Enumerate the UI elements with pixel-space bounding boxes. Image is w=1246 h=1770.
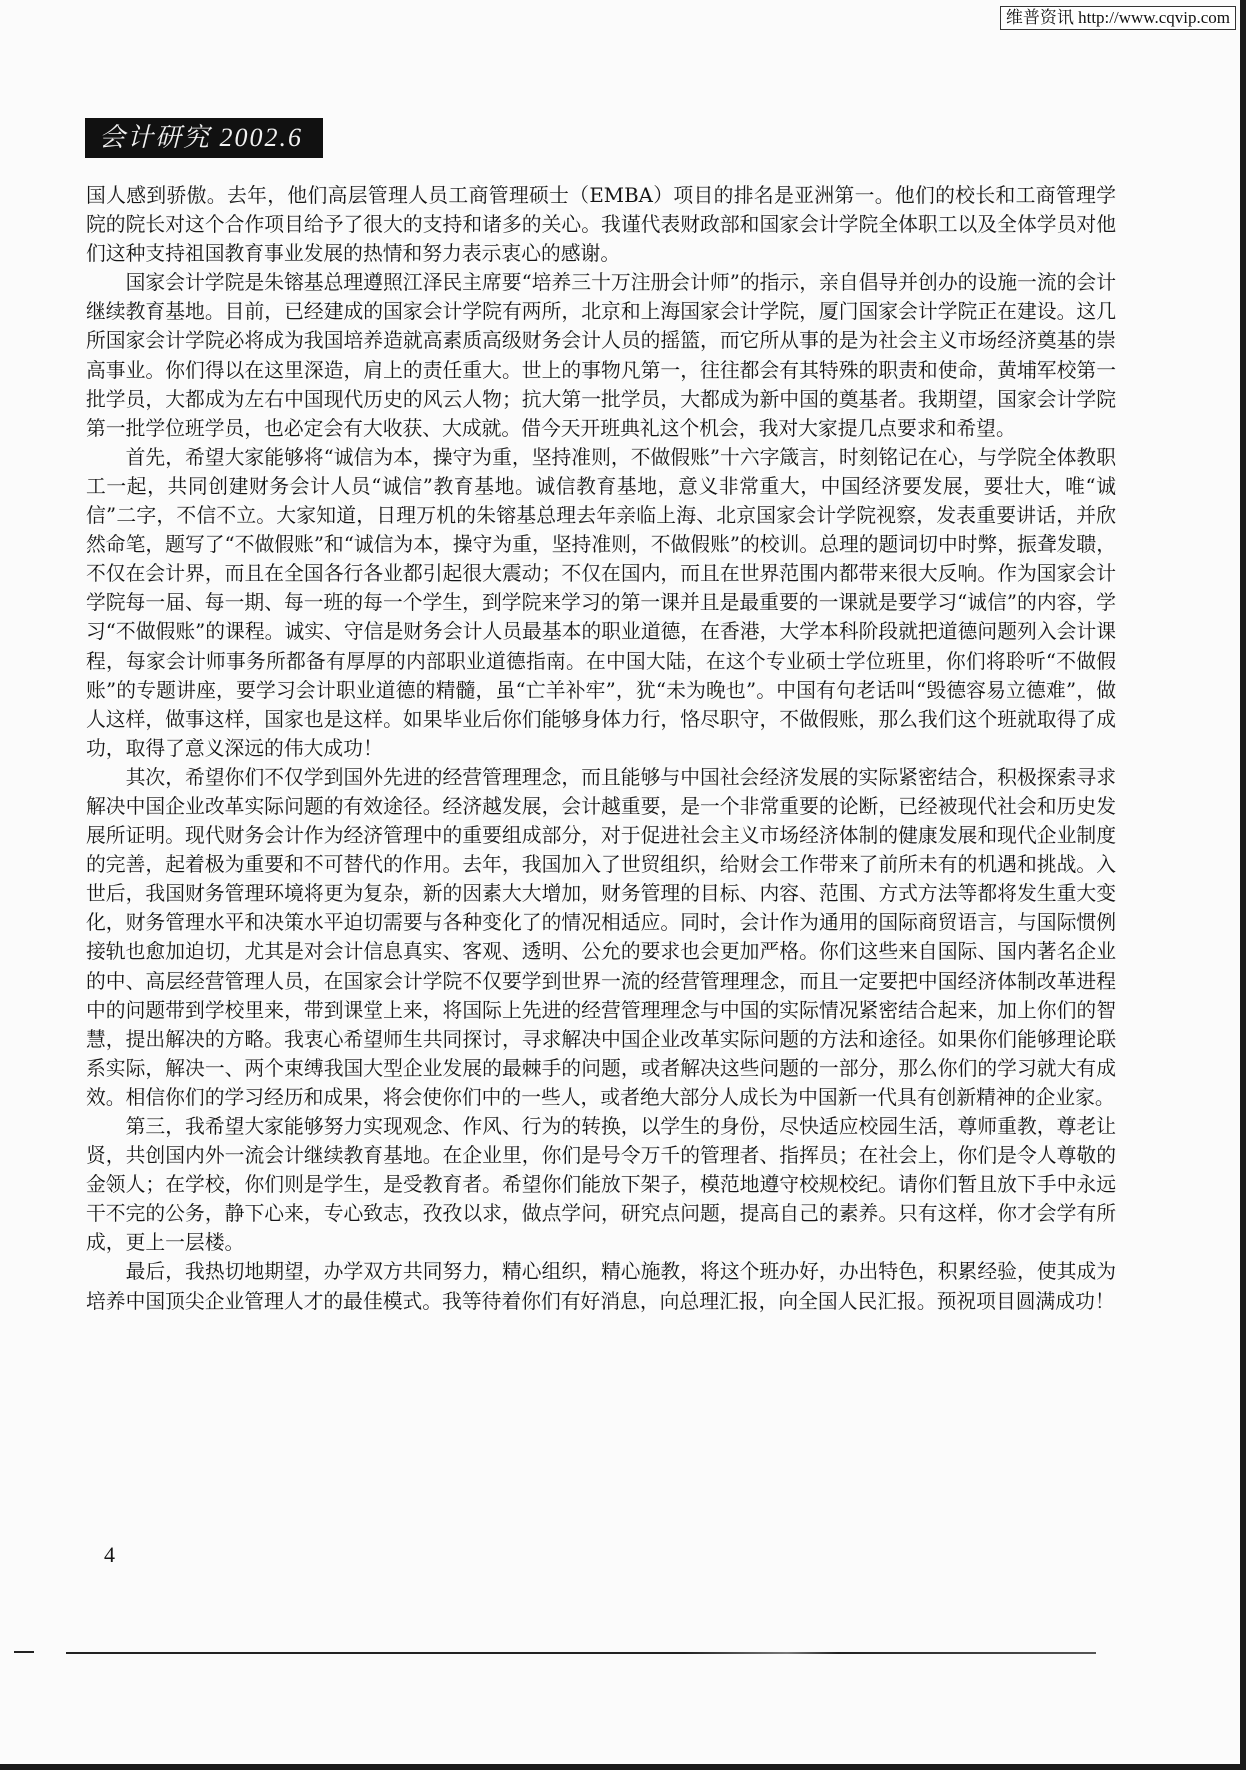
paragraph: 第三，我希望大家能够努力实现观念、作风、行为的转换，以学生的身份，尽快适应校园生活，尊师重教，尊老让贤，共创国内外一流会计继续教育基地。在企业里，你们是号令万千的管理者、指挥员；在社会上，你们是令人尊敬的金领人；在学校，你们则是学生，是受教育者。希望你们能放下架子，模范地遵守校规校纪。请你们暂且放下手中永远干不完的公务，静下心来，专心致志，孜孜以求，做点学问，研究点问题，提高自己的素养。只有这样，你才会学有所成，更上一层楼。: [86, 1115, 1116, 1255]
paragraph: 国人感到骄傲。去年，他们高层管理人员工商管理硕士（EMBA）项目的排名是亚洲第一。他们的校长和工商管理学院的院长对这个合作项目给予了很大的支持和诸多的关心。我谨代表财政部和国家会计学院全体职工以及全体学员对他们这种支持祖国教育事业发展的热情和努力表示衷心的感谢。: [86, 184, 1116, 266]
scan-border-bottom: [0, 1764, 1246, 1770]
scan-border-right: [1240, 0, 1246, 1770]
paragraph: 首先，希望大家能够将“诚信为本，操守为重，坚持准则，不做假账”十六字箴言，时刻铭记在心，与学院全体教职工一起，共同创建财务会计人员“诚信”教育基地。诚信教育基地，意义非常重大，中国经济要发展，要壮大，唯“诚信”二字，不信不立。大家知道，日理万机的朱镕基总理去年亲临上海、北京国家会计学院视察，发表重要讲话，并欣然命笔，题写了“不做假账”和“诚信为本，操守为重，坚持准则，不做假账”的校训。总理的题词切中时弊，振聋发聩，不仅在会计界，而且在全国各行各业都引起很大震动；不仅在国内，而且在世界范围内都带来很大反响。作为国家会计学院每一届、每一期、每一班的每一个学生，到学院来学习的第一课并且是最重要的一课就是要学习“诚信”的内容，学习“不做假账”的课程。诚实、守信是财务会计人员最基本的职业道德，在香港，大学本科阶段就把道德问题列入会计课程，每家会计师事务所都备有厚厚的内部职业道德指南。在中国大陆，在这个专业硕士学位班里，你们将聆听“不做假账”的专题讲座，要学习会计职业道德的精髓，虽“亡羊补牢”，犹“未为晚也”。中国有句老话叫“毁德容易立德难”，做人这样，做事这样，国家也是这样。如果毕业后你们能够身体力行，恪尽职守，不做假账，那么我们这个班就取得了成功，取得了意义深远的伟大成功！: [86, 445, 1116, 760]
paragraph: 最后，我热切地期望，办学双方共同努力，精心组织，精心施教，将这个班办好，办出特色，积累经验，使其成为培养中国顶尖企业管理人才的最佳模式。我等待着你们有好消息，向总理汇报，向全国人民汇报。预祝项目圆满成功！: [86, 1260, 1116, 1313]
page-number: 4: [104, 1542, 115, 1567]
scan-artifact: [14, 1651, 34, 1653]
footer-rule: [66, 1652, 1096, 1654]
article-body: [86, 181, 1116, 1316]
paragraph: 其次，希望你们不仅学到国外先进的经营管理理念，而且能够与中国社会经济发展的实际紧密结合，积极探索寻求解决中国企业改革实际问题的有效途径。经济越发展，会计越重要，是一个非常重要的论断，已经被现代社会和历史发展所证明。现代财务会计作为经济管理中的重要组成部分，对于促进社会主义市场经济体制的健康发展和现代企业制度的完善，起着极为重要和不可替代的作用。去年，我国加入了世贸组织，给财会工作带来了前所未有的机遇和挑战。入世后，我国财务管理环境将更为复杂，新的因素大大增加，财务管理的目标、内容、范围、方式方法等都将发生重大变化，财务管理水平和决策水平迫切需要与各种变化了的情况相适应。同时，会计作为通用的国际商贸语言，与国际惯例接轨也愈加迫切，尤其是对会计信息真实、客观、透明、公允的要求也会更加严格。你们这些来自国际、国内著名企业的中、高层经营管理人员，在国家会计学院不仅要学到世界一流的经营管理理念，而且一定要把中国经济体制改革进程中的问题带到学校里来，带到课堂上来，将国际上先进的经营管理理念与中国的实际情况紧密结合起来，加上你们的智慧，提出解决的方略。我衷心希望师生共同探讨，寻求解决中国企业改革实际问题的方法和途径。如果你们能够理论联系实际，解决一、两个束缚我国大型企业发展的最棘手的问题，或者解决这些问题的一部分，那么你们的学习就大有成效。相信你们的学习经历和成果，将会使你们中的一些人，或者绝大部分人成长为中国新一代具有创新精神的企业家。: [86, 765, 1116, 1109]
paragraph: 国家会计学院是朱镕基总理遵照江泽民主席要“培养三十万注册会计师”的指示，亲自倡导并创办的设施一流的会计继续教育基地。目前，已经建成的国家会计学院有两所，北京和上海国家会计学院，厦门国家会计学院正在建设。这几所国家会计学院必将成为我国培养造就高素质高级财务会计人员的摇篮，而它所从事的是为社会主义市场经济奠基的崇高事业。你们得以在这里深造，肩上的责任重大。世上的事物凡第一，往往都会有其特殊的职责和使命，黄埔军校第一批学员，大都成为左右中国现代历史的风云人物；抗大第一批学员，大都成为新中国的奠基者。我期望，国家会计学院第一批学位班学员，也必定会有大收获、大成就。借今天开班典礼这个机会，我对大家提几点要求和希望。: [86, 271, 1116, 440]
watermark[interactable]: 维普资讯 http://www.cqvip.com: [1000, 6, 1236, 30]
journal-header: 会计研究 2002.6: [85, 118, 323, 158]
